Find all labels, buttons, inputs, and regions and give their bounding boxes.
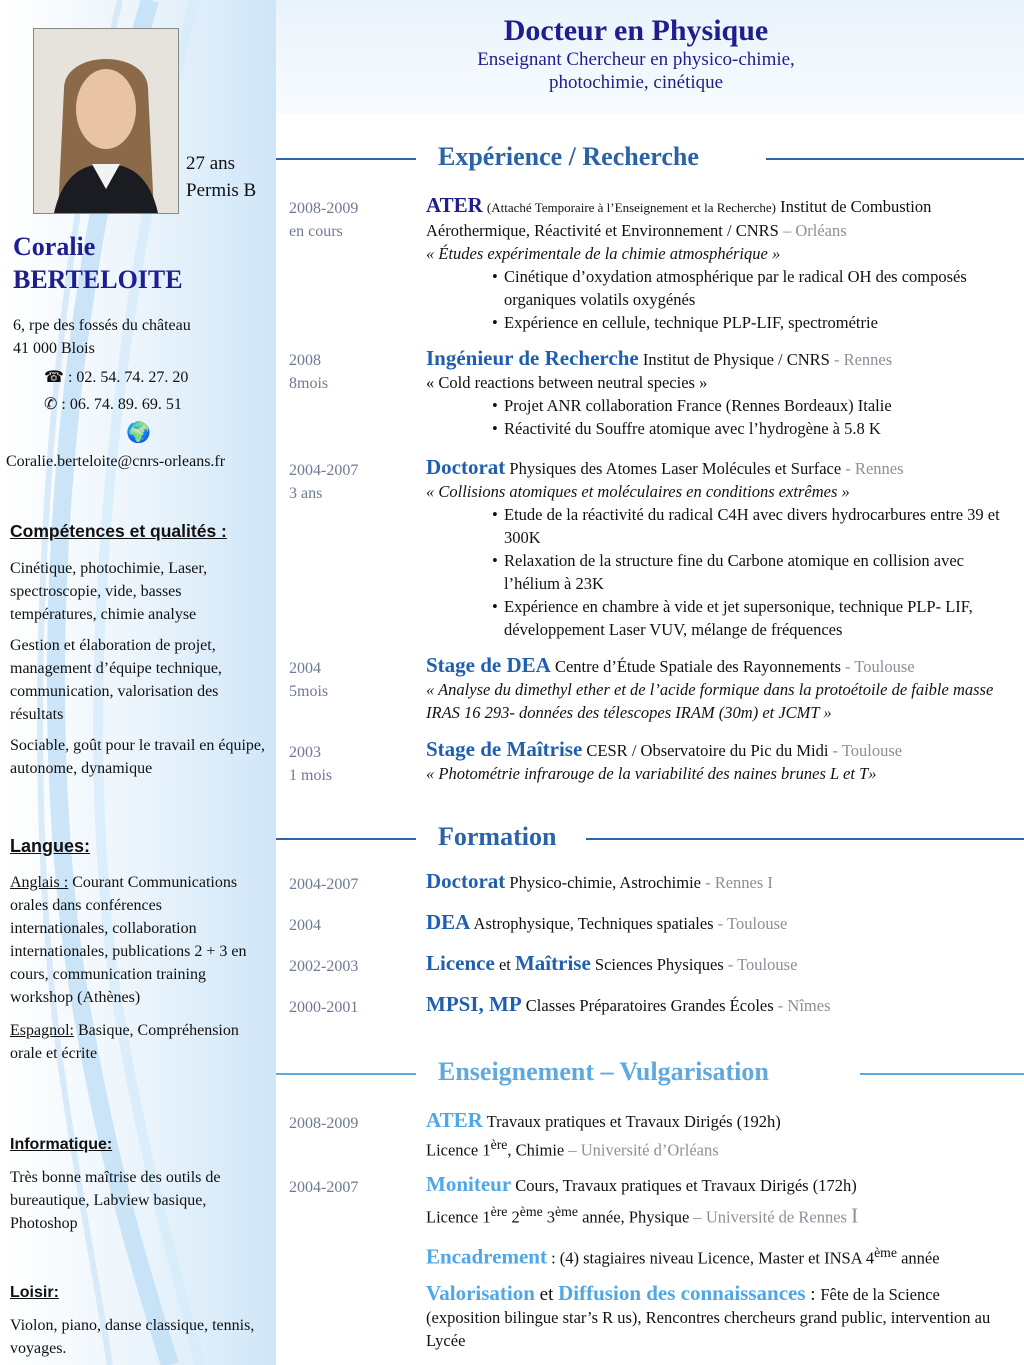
entry-bullets <box>426 394 1016 440</box>
education-date: 2000-2001 <box>289 999 359 1016</box>
experience-entry-doctorat <box>426 456 1016 641</box>
date-range: 2008 <box>289 352 321 369</box>
teaching-entry-ater <box>426 1109 1016 1162</box>
entry-level: 2 <box>507 1207 520 1227</box>
entry-title: Valorisation <box>426 1281 535 1305</box>
phone-number: : 02. 54. 74. 27. 20 <box>67 369 189 386</box>
language-spanish <box>10 1019 250 1065</box>
divider-line <box>586 838 1024 840</box>
teaching-entry-moniteur <box>426 1173 1016 1229</box>
superscript: ème <box>519 1204 543 1219</box>
entry-location: - Toulouse <box>840 657 915 676</box>
date-duration: 8mois <box>289 375 329 392</box>
superscript: ère <box>490 1137 508 1152</box>
entry-location: - Nîmes <box>773 996 831 1015</box>
superscript: ème <box>874 1245 897 1260</box>
education-row <box>426 870 1016 894</box>
date-range: 2004-2007 <box>289 462 359 479</box>
entry-title: Encadrement <box>426 1244 547 1269</box>
date-duration: 1 mois <box>289 767 333 784</box>
entry-institution: Institut de Combustion <box>775 197 932 216</box>
teaching-date: 2004-2007 <box>289 1179 359 1196</box>
entry-title-2: Maîtrise <box>514 951 591 975</box>
education-section-header <box>276 818 1024 858</box>
skills-heading: Compétences et qualités : <box>10 521 227 541</box>
date-status: en cours <box>289 223 343 240</box>
experience-date <box>289 349 328 395</box>
entry-institution-cont: Aérothermique, Réactivité et Environnement / CNRS <box>426 221 779 240</box>
experience-entry-ingenieur <box>426 347 1016 440</box>
entry-location: – Université d’Orléans <box>564 1140 719 1160</box>
entry-colon: : <box>805 1284 821 1305</box>
entry-topic: « Photométrie infrarouge de la variabilité des naines brunes L et T» <box>426 764 877 783</box>
email-link[interactable]: Coralie.berteloite@cnrs-orleans.fr <box>6 453 226 470</box>
entry-text-end: année <box>896 1248 940 1268</box>
entry-location: – Université de Rennes <box>689 1207 852 1227</box>
entry-location: - Toulouse <box>713 914 788 933</box>
entry-text: Sciences Physiques <box>590 955 724 974</box>
date-duration: 3 ans <box>289 485 323 502</box>
entry-location: - Rennes <box>841 459 904 478</box>
first-name: Coralie <box>13 232 96 261</box>
teaching-date: 2008-2009 <box>289 1115 359 1132</box>
entry-location: - Rennes <box>829 350 893 369</box>
entry-title: DEA <box>426 910 471 934</box>
entry-title: Stage de DEA <box>426 653 551 677</box>
last-name: BERTELOITE <box>13 265 183 294</box>
spanish-text: Basique, Compréhension orale et écrite <box>10 1022 239 1062</box>
skill-item-2: Gestion et élaboration de projet, management d’équipe technique, communication, valorisation des résultats <box>10 637 222 723</box>
entry-text: Physico-chimie, Astrochimie <box>505 873 701 892</box>
entry-title: Doctorat <box>426 869 506 893</box>
spanish-label: Espagnol: <box>10 1022 74 1039</box>
entry-location: - Toulouse <box>723 955 798 974</box>
portrait-image <box>34 29 178 213</box>
entry-level: Licence 1 <box>426 1207 491 1227</box>
age-text: 27 ans <box>186 153 236 174</box>
entry-location: - Toulouse <box>828 741 903 760</box>
entry-topic: « Collisions atomiques et moléculaires en conditions extrêmes » <box>426 482 850 501</box>
entry-title: Licence <box>426 951 495 975</box>
experience-section-header <box>276 138 1024 178</box>
date-range: 2008-2009 <box>289 200 359 217</box>
entry-title: Moniteur <box>426 1172 512 1196</box>
mobile-number: : 06. 74. 89. 69. 51 <box>61 396 182 413</box>
entry-conj: et <box>494 955 515 974</box>
entry-title: Doctorat <box>426 455 506 479</box>
experience-date <box>289 657 328 703</box>
languages-heading: Langues: <box>10 836 91 856</box>
entry-location: – Orléans <box>778 221 847 240</box>
entry-institution: Physiques des Atomes Laser Molécules et Surface <box>505 459 842 478</box>
date-duration: 5mois <box>289 683 329 700</box>
page-header <box>276 14 996 94</box>
page-subtitle-line2: photochimie, cinétique <box>548 72 724 93</box>
entry-topic: « Cold reactions between neutral species » <box>426 373 708 392</box>
computing-heading: Informatique: <box>10 1136 113 1153</box>
entry-topic: « Études expérimentale de la chimie atmosphérique » <box>426 244 781 263</box>
entry-location: - Rennes I <box>700 873 773 892</box>
entry-title: Ingénieur de Recherche <box>426 346 639 370</box>
phone-icon: ☎ <box>44 369 64 386</box>
entry-institution: Institut de Physique / CNRS <box>638 350 830 369</box>
entry-title-expansion: (Attaché Temporaire à l’Enseignement et la Recherche) <box>486 200 776 215</box>
education-row <box>426 952 1016 976</box>
experience-date <box>289 197 358 243</box>
experience-entry-dea <box>426 654 1016 724</box>
entry-title: ATER <box>426 1108 483 1132</box>
divider-line <box>766 158 1024 160</box>
page-subtitle-line1: Enseignant Chercheur en physico-chimie, <box>477 49 795 70</box>
english-label: Anglais : <box>10 874 69 891</box>
bullet-item: • Cinétique d’oxydation atmosphérique par le radical OH des composés organiques volatils oxygénés <box>504 265 1016 311</box>
entry-institution: CESR / Observatoire du Pic du Midi <box>582 741 829 760</box>
entry-level: Licence 1 <box>426 1140 491 1160</box>
entry-text: Astrophysique, Techniques spatiales <box>470 914 714 933</box>
entry-conj: et <box>534 1284 559 1305</box>
profile-photo <box>33 28 179 214</box>
bullet-item: • Projet ANR collaboration France (Rennes Bordeaux) Italie <box>504 394 1016 417</box>
divider-line <box>276 158 416 160</box>
entry-text: Cours, Travaux pratiques et Travaux Dirigés (172h) <box>511 1176 857 1195</box>
experience-entry-ater <box>426 194 1016 334</box>
teaching-entry-encadrement <box>426 1241 1016 1270</box>
superscript: ème <box>555 1204 578 1219</box>
language-english <box>10 871 250 1009</box>
experience-entry-maitrise <box>426 738 1016 785</box>
date-range: 2003 <box>289 744 321 761</box>
education-date: 2002-2003 <box>289 958 359 975</box>
skill-item-1: Cinétique, photochimie, Laser, spectroscopie, vide, basses températures, chimie analyse <box>10 560 208 623</box>
entry-title: ATER <box>426 193 483 217</box>
entry-text: Travaux pratiques et Travaux Dirigés (192h) <box>482 1112 781 1131</box>
entry-text: : (4) stagiaires niveau Licence, Master et INSA 4 <box>546 1248 875 1268</box>
date-range: 2004 <box>289 660 321 677</box>
teaching-heading: Enseignement – Vulgarisation <box>426 1053 781 1091</box>
address-line2: 41 000 Blois <box>13 340 95 357</box>
experience-heading: Expérience / Recherche <box>426 138 711 176</box>
entry-bullets <box>426 503 1016 641</box>
globe-icon: 🌍 <box>126 422 151 444</box>
entry-title: Stage de Maîtrise <box>426 737 583 761</box>
hobbies-text: Violon, piano, danse classique, tennis, voyages. <box>10 1317 255 1357</box>
entry-text: Fête de la Science (exposition bilingue star’s R us), Rencontres chercheurs grand public, intervention au Lycée <box>426 1285 991 1350</box>
mobile-icon: ✆ <box>44 396 58 413</box>
divider-line <box>276 1073 416 1075</box>
entry-subject: , Chimie <box>507 1140 565 1160</box>
education-row <box>426 911 1016 935</box>
bullet-item: • Relaxation de la structure fine du Carbone atomique en collision avec l’hélium à 23K <box>504 549 1016 595</box>
superscript: ère <box>490 1204 508 1219</box>
divider-line <box>276 838 416 840</box>
address-line1: 6, rpe des fossés du château <box>13 317 191 334</box>
computing-text: Très bonne maîtrise des outils de bureautique, Labview basique, Photoshop <box>10 1169 221 1232</box>
experience-date <box>289 741 332 787</box>
entry-level: 3 <box>542 1207 556 1227</box>
bullet-item: • Expérience en cellule, technique PLP-LIF, spectrométrie <box>504 311 1016 334</box>
entry-location-suffix: I <box>851 1203 859 1228</box>
entry-bullets <box>426 265 1016 334</box>
english-text: Courant Communications orales dans conférences internationales, collaboration internationales, publications 2 + 3 en cours, communication training workshop (Athènes) <box>10 874 247 1006</box>
education-row <box>426 993 1016 1017</box>
entry-title: MPSI, MP <box>426 992 522 1016</box>
page-title: Docteur en Physique <box>503 14 769 47</box>
teaching-section-header <box>276 1053 1024 1093</box>
experience-date <box>289 459 358 505</box>
entry-title-2: Diffusion des connaissances <box>558 1281 806 1305</box>
license-text: Permis B <box>186 180 257 201</box>
education-date: 2004-2007 <box>289 876 359 893</box>
divider-line <box>860 1073 1024 1075</box>
hobbies-heading: Loisir: <box>10 1284 59 1301</box>
entry-topic: « Analyse du dimethyl ether et de l’acide formique dans la protoétoile de faible masse IRAS 16 293- données des télescopes IRAM (30m) et JCMT » <box>426 680 994 722</box>
bullet-item: • Expérience en chambre à vide et jet supersonique, technique PLP- LIF, développement Laser VUV, mélange de fréquences <box>504 595 1016 641</box>
entry-text: Classes Préparatoires Grandes Écoles <box>521 996 774 1015</box>
bullet-item: • Etude de la réactivité du radical C4H avec divers hydrocarbures entre 39 et 300K <box>504 503 1016 549</box>
bullet-item: • Réactivité du Souffre atomique avec l’hydrogène à 5.8 K <box>504 417 1016 440</box>
education-date: 2004 <box>289 917 321 934</box>
education-heading: Formation <box>426 818 568 856</box>
teaching-entry-valorisation <box>426 1282 1016 1352</box>
skill-item-3: Sociable, goût pour le travail en équipe, autonome, dynamique <box>10 737 266 777</box>
entry-subject: année, Physique <box>577 1207 690 1227</box>
entry-institution: Centre d’Étude Spatiale des Rayonnements <box>550 657 841 676</box>
